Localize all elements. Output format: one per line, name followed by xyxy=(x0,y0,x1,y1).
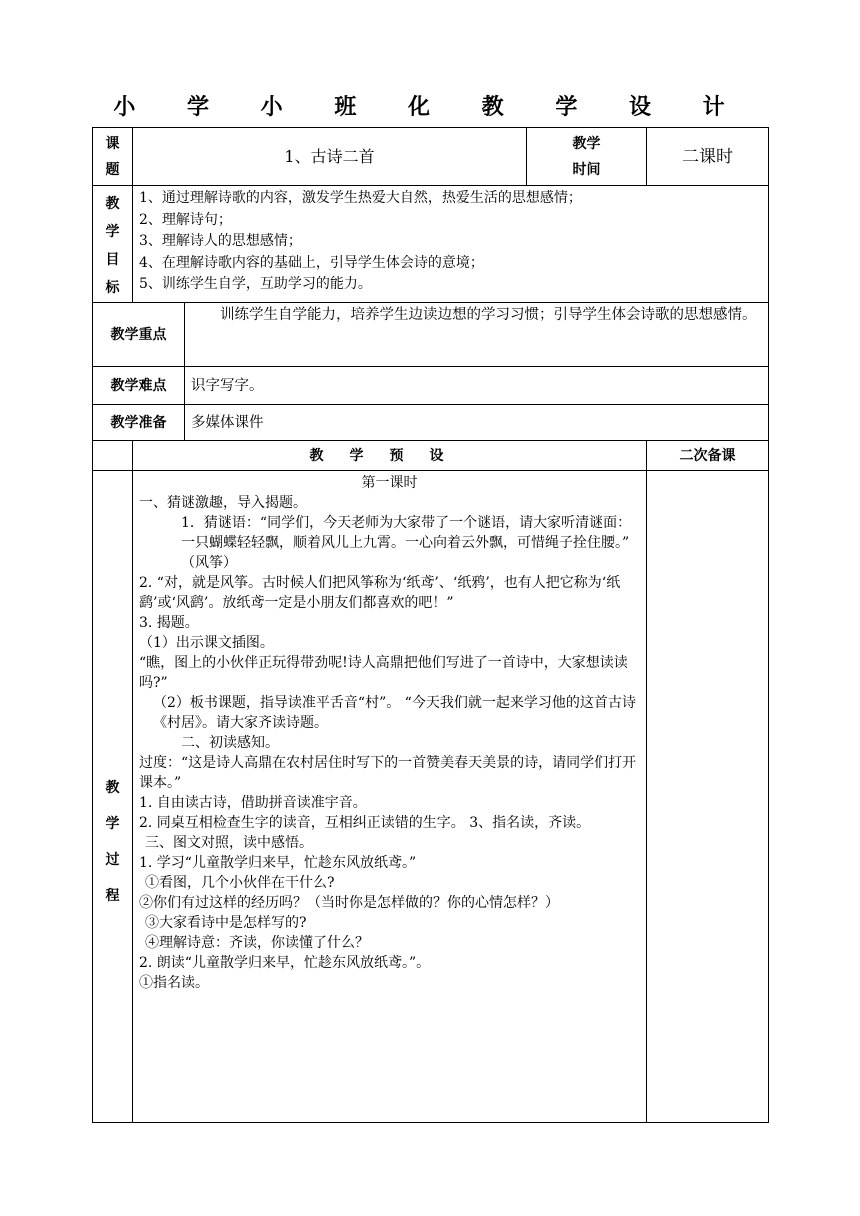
process-line: “瞧，图上的小伙伴正玩得带劲呢!诗人高鼎把他们写进了一首诗中，大家想读读吗?” xyxy=(139,655,628,691)
difficulties-row xyxy=(93,367,769,405)
process-line: ③大家看诗中是怎样写的? xyxy=(145,915,307,931)
process-line: 2. 同桌互相检查生字的读音，互相纠正读错的生字。 3、指名读，齐读。 xyxy=(139,815,591,831)
goal-item: 2、理解诗句； xyxy=(139,211,232,228)
goals-row xyxy=(93,186,769,303)
process-line: 1．猜谜语：“同学们，今天老师为大家带了一个谜语，请大家听清谜面： 一只蝴蝶轻轻飘，顺着风儿上九霄。一心向着云外飘，可惜绳子拴住腰。” （风筝） xyxy=(181,515,644,571)
goals-content xyxy=(133,186,769,303)
process-line: 2. 朗读“儿童散学归来早，忙趁东风放纸鸢。”。 xyxy=(139,955,431,971)
process-line: ①看图，几个小伙伴在干什么? xyxy=(145,875,335,891)
topic-row xyxy=(93,128,769,186)
process-line: 一、猜谜激趣，导入揭题。 xyxy=(139,495,307,511)
goal-item: 4、在理解诗歌内容的基础上，引导学生体会诗的意境； xyxy=(139,254,484,271)
process-line: 三、图文对照，读中感悟。 xyxy=(145,835,313,851)
preparation-label: 教学准备 xyxy=(93,405,185,441)
goal-item: 1、通过理解诗歌的内容，激发学生热爱大自然，热爱生活的思想感情； xyxy=(139,190,582,206)
process-line: ①指名读。 xyxy=(139,975,209,991)
document-title: 小 学 小 班 化 教 学 设 计 xyxy=(113,95,747,120)
preparation-row xyxy=(93,405,769,441)
process-line: 第一课时 xyxy=(361,475,418,491)
plan-header-row xyxy=(93,441,769,471)
time-label: 教学 时间 xyxy=(527,128,647,186)
topic-value: 1、古诗二首 xyxy=(133,128,527,186)
process-row xyxy=(93,471,769,1123)
process-line: （2）板书课题，指导读准平舌音“村”。 “今天我们就一起来学习他的这首古诗《村居》。请大家齐读诗题。 xyxy=(153,695,636,731)
difficulties-text: 识字写字。 xyxy=(185,367,769,405)
process-line: 过度：“这是诗人高鼎在农村居住时写下的一首赞美春天美景的诗，请同学们打开课本。” xyxy=(139,755,637,791)
process-line: 二、初读感知。 xyxy=(181,735,279,751)
time-value: 二课时 xyxy=(647,128,769,186)
preparation-text: 多媒体课件 xyxy=(185,405,769,441)
process-line: 1. 自由读古诗，借助拼音读准宇音。 xyxy=(139,795,367,811)
process-label: 教 学 过 程 xyxy=(93,471,133,1123)
goal-item: 3、理解诗人的思想感情； xyxy=(139,233,302,249)
plan-side-header: 二次备课 xyxy=(647,441,769,471)
process-line: 3. 揭题。 xyxy=(139,615,199,631)
process-line: 1. 学习“儿童散学归来早，忙趁东风放纸鸢。” xyxy=(139,855,417,871)
process-content xyxy=(133,471,647,1123)
process-line: ②你们有过这样的经历吗？（当时你是怎样做的？你的心情怎样？） xyxy=(139,895,559,911)
goal-item: 5、训练学生自学，互助学习的能力。 xyxy=(139,276,372,292)
difficulties-label: 教学难点 xyxy=(93,367,185,405)
process-line: 2. “对，就是风筝。古时候人们把风筝称为‘纸鸢’、‘纸鸦’，也有人把它称为‘纸鹞’或‘风鹞’。放纸鸢一定是小朋友们都喜欢的吧！” xyxy=(139,575,621,611)
topic-label: 课 题 xyxy=(93,128,133,186)
process-line: （1）出示课文插图。 xyxy=(139,635,274,651)
key-points-row xyxy=(93,303,769,367)
plan-header-spacer xyxy=(93,441,133,471)
plan-main-header: 教学预设 xyxy=(133,441,647,471)
key-points-label: 教学重点 xyxy=(93,303,185,367)
second-prep-cell xyxy=(647,471,769,1123)
goals-label: 教 学 目 标 xyxy=(93,186,133,303)
key-points-text: 训练学生自学能力，培养学生边读边想的学习习惯；引导学生体会诗歌的思想感情。 xyxy=(185,303,769,367)
process-line: ④理解诗意：齐读，你读懂了什么？ xyxy=(145,935,369,951)
lesson-plan-table xyxy=(92,127,769,1123)
